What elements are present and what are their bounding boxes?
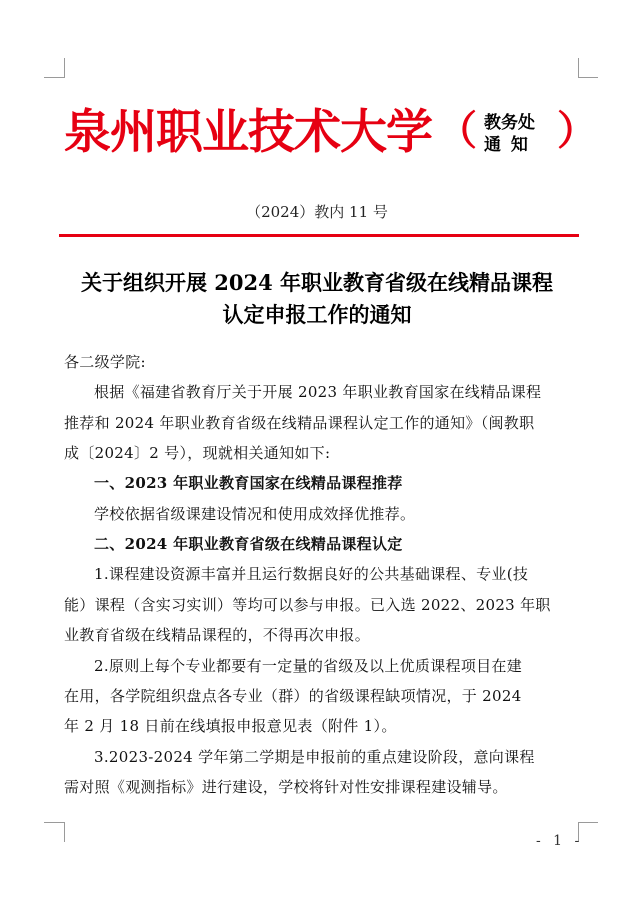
body-line: 在用，各学院组织盘点各专业（群）的省级课程缺项情况，于 2024 (64, 687, 522, 705)
crop-mark-bottom-left (44, 822, 64, 823)
body-line: 能）课程（含实习实训）等均可以参与申报。已入选 2022、2023 年职 (64, 596, 551, 614)
masthead-paren-close: ） (557, 107, 597, 154)
notice-label: 通 知 (484, 135, 530, 155)
body-line: 年 2 月 18 日前在线填报申报意见表（附件 1）。 (64, 717, 397, 735)
crop-mark-top-right (578, 77, 598, 78)
crop-mark-top-left (44, 77, 64, 78)
crop-mark-bottom-right (578, 822, 598, 823)
crop-mark-top-right (578, 58, 579, 78)
body-line: 业教育省级在线精品课程的，不得再次申报。 (64, 626, 371, 644)
crop-mark-bottom-left (64, 822, 65, 842)
red-divider (59, 234, 579, 237)
university-name: 泉州职业技术大学 (64, 105, 432, 160)
body-line: 3.2023-2024 学年第二学期是申报前的重点建设阶段，意向课程 (94, 748, 535, 766)
body-line: 2.原则上每个专业都要有一定量的省级及以上优质课程项目在建 (94, 657, 523, 675)
body-line: 根据《福建省教育厅关于开展 2023 年职业教育国家在线精品课程 (94, 383, 542, 401)
salutation: 各二级学院: (64, 353, 146, 371)
body-line: 推荐和 2024 年职业教育省级在线精品课程认定工作的通知》（闽教职 (64, 414, 535, 432)
masthead (64, 98, 597, 168)
dept-name: 教务处 (484, 113, 535, 133)
notice-title-line2: 认定申报工作的通知 (222, 302, 412, 327)
masthead-paren-open: （ (437, 107, 477, 154)
body-line: 1.课程建设资源丰富并且运行数据良好的公共基础课程、专业(技 (94, 565, 529, 583)
notice-title-line1: 关于组织开展 2024 年职业教育省级在线精品课程 (80, 270, 554, 295)
section-heading-2: 二、2024 年职业教育省级在线精品课程认定 (94, 535, 403, 553)
body-line: 学校依据省级课建设情况和使用成效择优推荐。 (94, 505, 416, 523)
document-number: （2024）教内 11 号 (246, 203, 388, 221)
page-number: - 1 - (536, 833, 584, 849)
crop-mark-top-left (64, 58, 65, 78)
body-line: 需对照《观测指标》进行建设，学校将针对性安排课程建设辅导。 (64, 778, 508, 796)
body-line: 成〔2024〕2 号），现就相关通知如下: (64, 444, 331, 462)
section-heading-1: 一、2023 年职业教育国家在线精品课程推荐 (94, 474, 403, 492)
